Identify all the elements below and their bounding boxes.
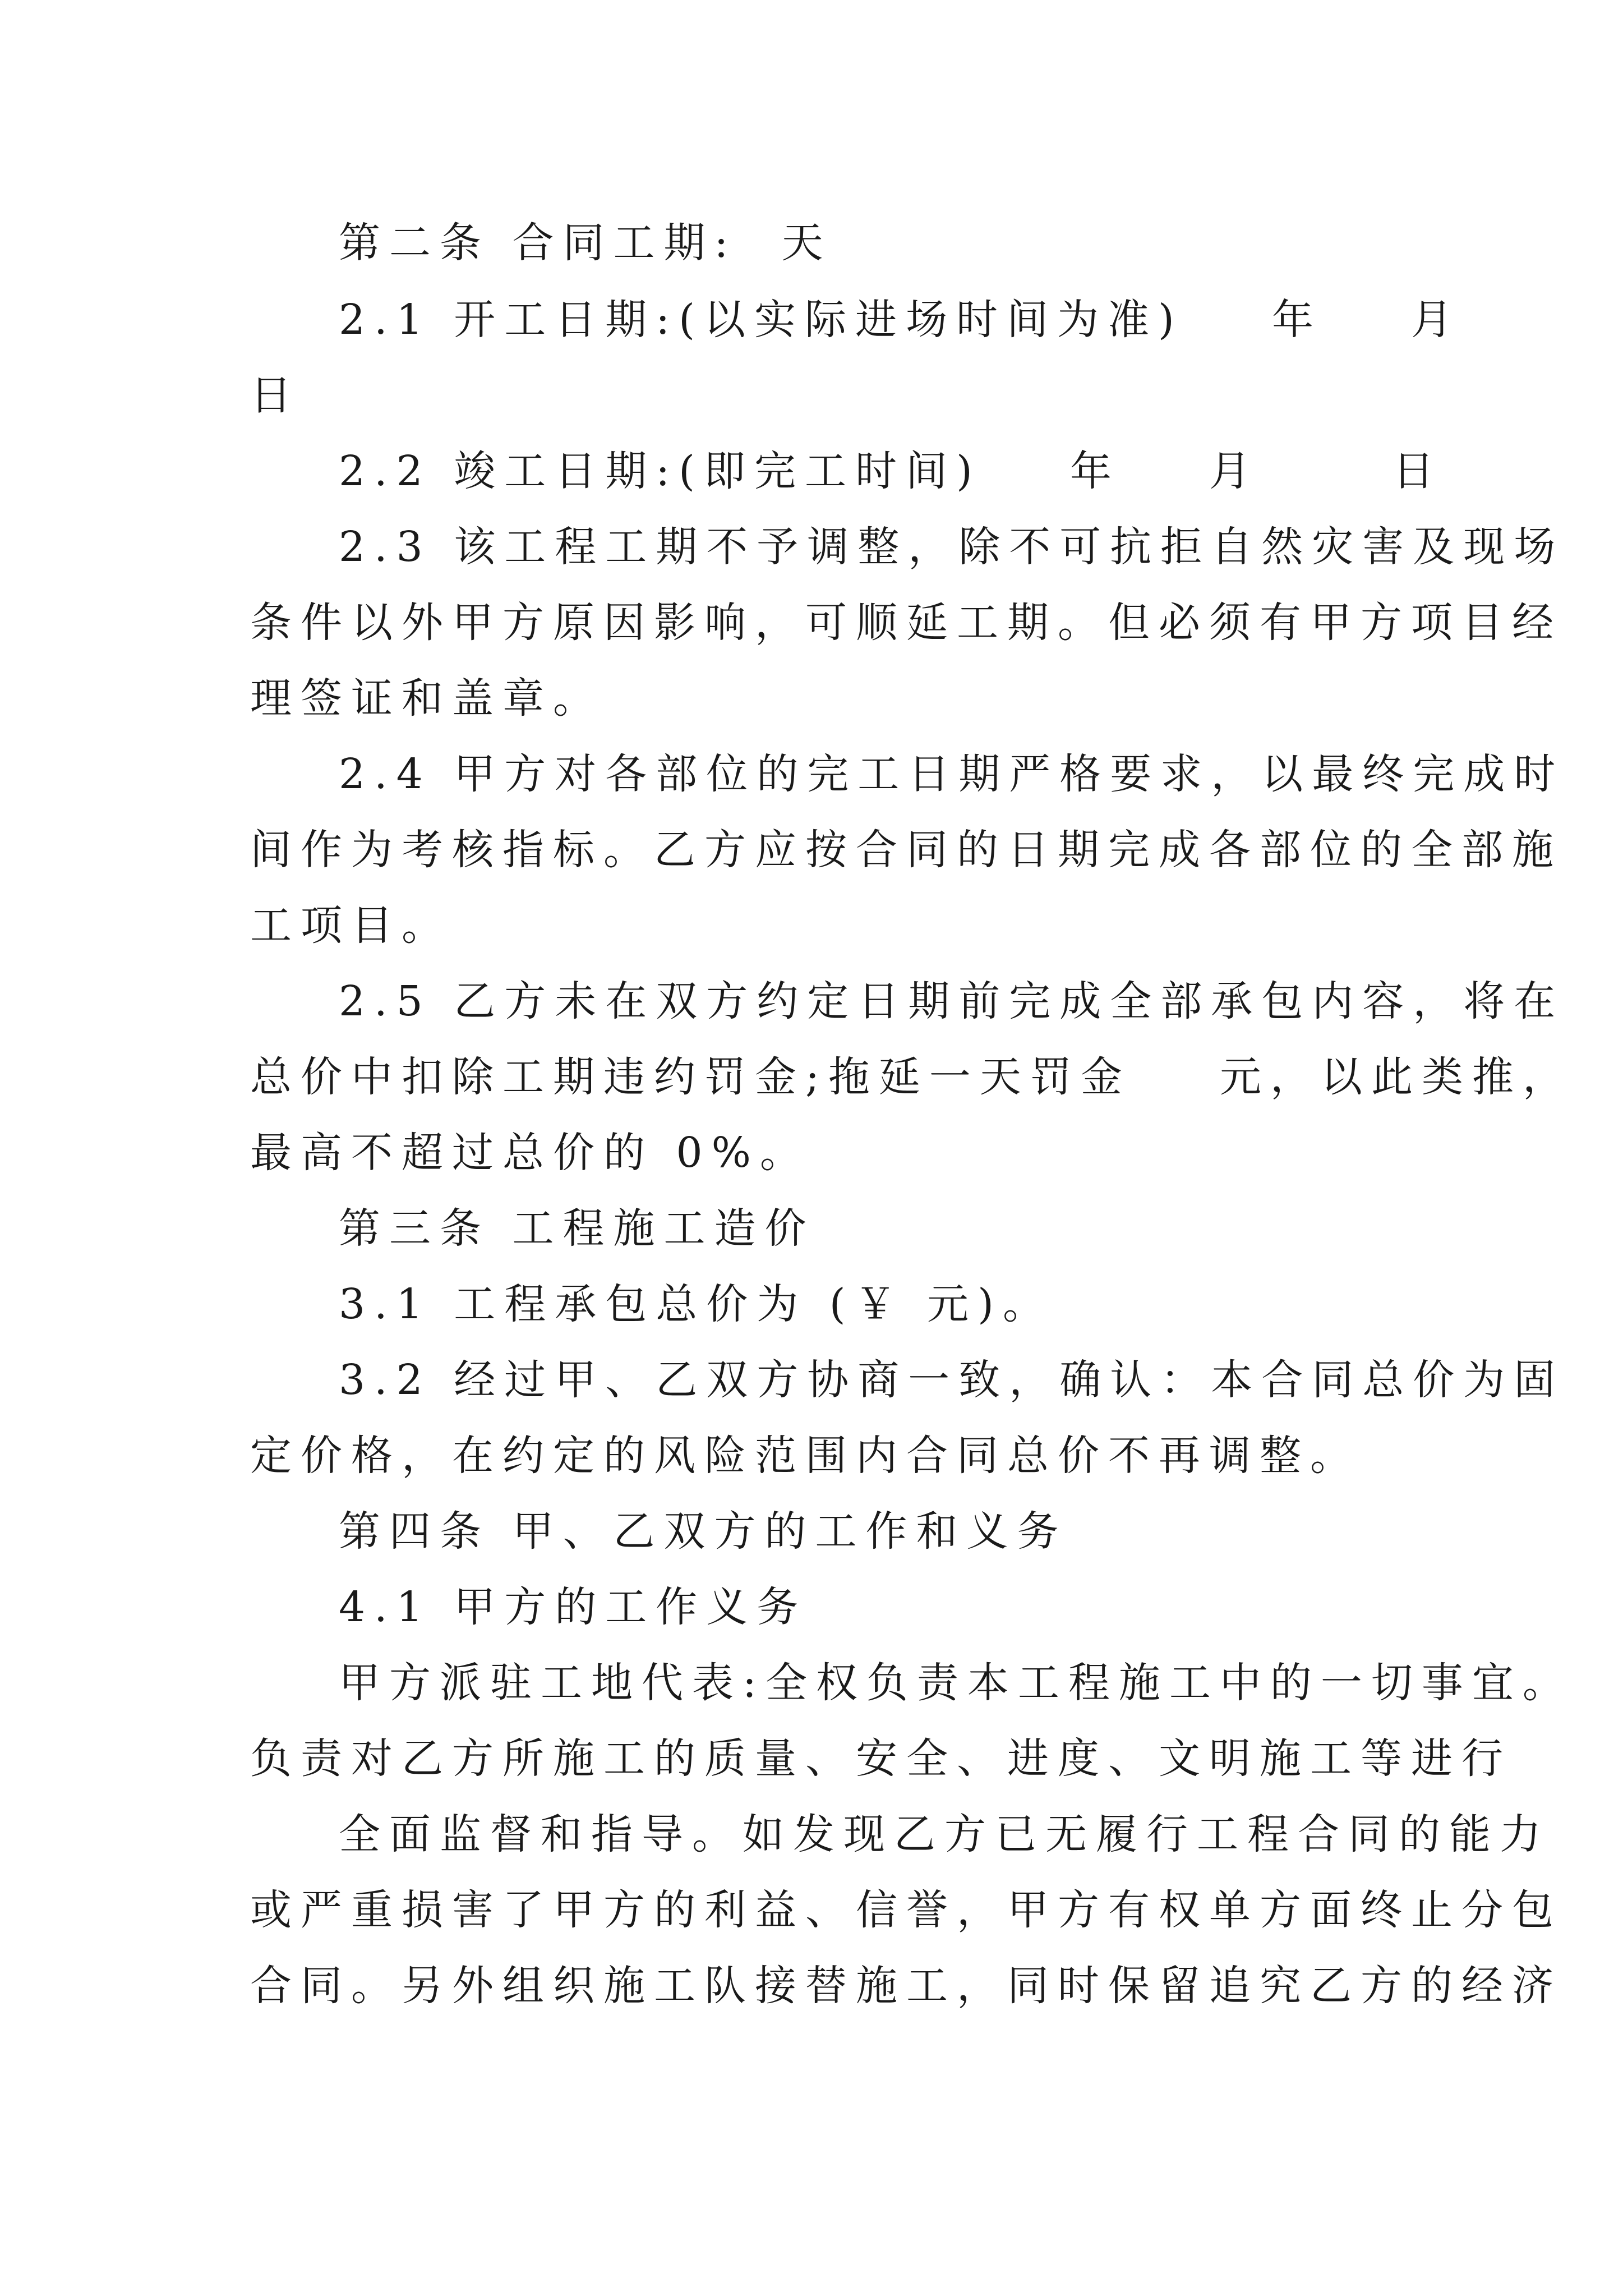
clause-3-2-text-cont: 定价格，在约定的风险范围内合同总价不再调整。 [250, 1432, 1361, 1480]
clause-4-1-heading: 4.1 甲方的工作义务 [339, 1583, 808, 1631]
article-2-heading: 第二条 合同工期: 天 [339, 219, 832, 267]
clause-2-5-text-cont: 总价中扣除工期违约罚金;拖延一天罚金 元，以此类推， [250, 1053, 1574, 1101]
clause-2-4-text: 2.4 甲方对各部位的完工日期严格要求，以最终完成时 [339, 750, 1565, 798]
clause-2-1-text-cont: 日 [250, 371, 301, 420]
article-4-heading: 第四条 甲、乙双方的工作和义务 [339, 1507, 1068, 1556]
clause-2-3-text-cont: 理签证和盖章。 [250, 674, 603, 723]
clause-2-3-text: 2.3 该工程工期不予调整，除不可抗拒自然灾害及现场 [339, 523, 1565, 571]
clause-2-1-text: 2.1 开工日期:(以实际进场时间为准) 年 月 [339, 296, 1462, 344]
clause-2-4-text-cont: 间作为考核指标。乙方应按合同的日期完成各部位的全部施 [250, 826, 1562, 874]
paragraph-text-cont: 负责对乙方所施工的质量、安全、进度、文明施工等进行 [250, 1734, 1512, 1783]
paragraph-text: 全面监督和指导。如发现乙方已无履行工程合同的能力 [339, 1810, 1550, 1858]
clause-3-1-text: 3.1 工程承包总价为 (￥ 元)。 [339, 1280, 1053, 1328]
clause-2-5-text-cont: 最高不超过总价的 0%。 [250, 1129, 810, 1177]
clause-2-5-text: 2.5 乙方未在双方约定日期前完成全部承包内容，将在 [339, 977, 1565, 1025]
paragraph-text-cont: 或严重损害了甲方的利益、信誉，甲方有权单方面终止分包 [250, 1886, 1562, 1934]
paragraph-text: 甲方派驻工地代表:全权负责本工程施工中的一切事宜。 [339, 1659, 1573, 1707]
article-3-heading: 第三条 工程施工造价 [339, 1204, 815, 1253]
clause-2-4-text-cont: 工项目。 [250, 901, 452, 950]
clause-3-2-text: 3.2 经过甲、乙双方协商一致，确认：本合同总价为固 [339, 1356, 1565, 1404]
clause-2-2-text: 2.2 竣工日期:(即完工时间) 年 月 日 [339, 447, 1444, 495]
paragraph-text-cont: 合同。另外组织施工队接替施工，同时保留追究乙方的经济 [250, 1962, 1562, 2010]
clause-2-3-text-cont: 条件以外甲方原因影响，可顺延工期。但必须有甲方项目经 [250, 599, 1562, 647]
